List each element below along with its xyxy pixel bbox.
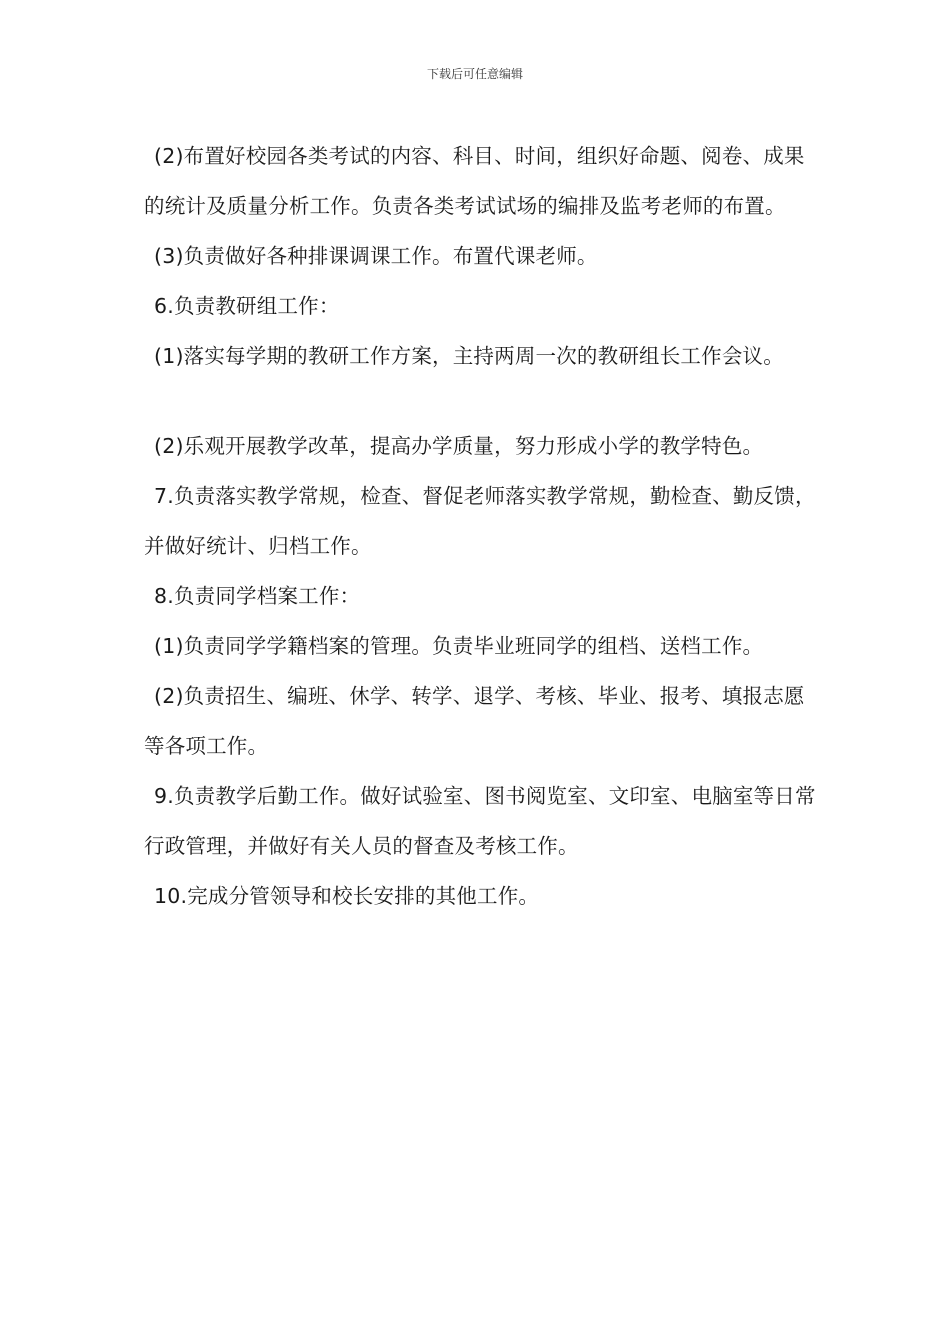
paragraph-teaching-reform: (2)乐观开展教学改革，提高办学质量，努力形成小学的教学特色。 xyxy=(154,434,764,458)
paragraph-student-archive-heading: 8.负责同学档案工作： xyxy=(154,584,361,608)
document-body xyxy=(144,131,824,921)
paragraph-scheduling: (3)负责做好各种排课调课工作。布置代课老师。 xyxy=(154,244,598,268)
paragraph-student-records: (1)负责同学学籍档案的管理。负责毕业班同学的组档、送档工作。 xyxy=(154,634,764,658)
page-header: 下载后可任意编辑 xyxy=(426,67,523,81)
paragraph-logistics: 9.负责教学后勤工作。做好试验室、图书阅览室、文印室、电脑室等日常行政管理，并做好有关人员的督查及考核工作。 xyxy=(144,784,816,858)
paragraph-teaching-routine: 7.负责落实教学常规，检查、督促老师落实教学常规，勤检查、勤反馈，并做好统计、归档工作。 xyxy=(144,484,816,558)
paragraph-other-duties: 10.完成分管领导和校长安排的其他工作。 xyxy=(154,884,540,908)
paragraph-research-plan: (1)落实每学期的教研工作方案，主持两周一次的教研组长工作会议。 xyxy=(154,344,784,368)
paragraph-research-group-heading: 6.负责教研组工作： xyxy=(154,294,340,318)
paragraph-enrollment: (2)负责招生、编班、休学、转学、退学、考核、毕业、报考、填报志愿等各项工作。 xyxy=(144,684,805,758)
paragraph-exam-arrangement: (2)布置好校园各类考试的内容、科目、时间，组织好命题、阅卷、成果的统计及质量分析工作。负责各类考试试场的编排及监考老师的布置。 xyxy=(144,144,805,218)
